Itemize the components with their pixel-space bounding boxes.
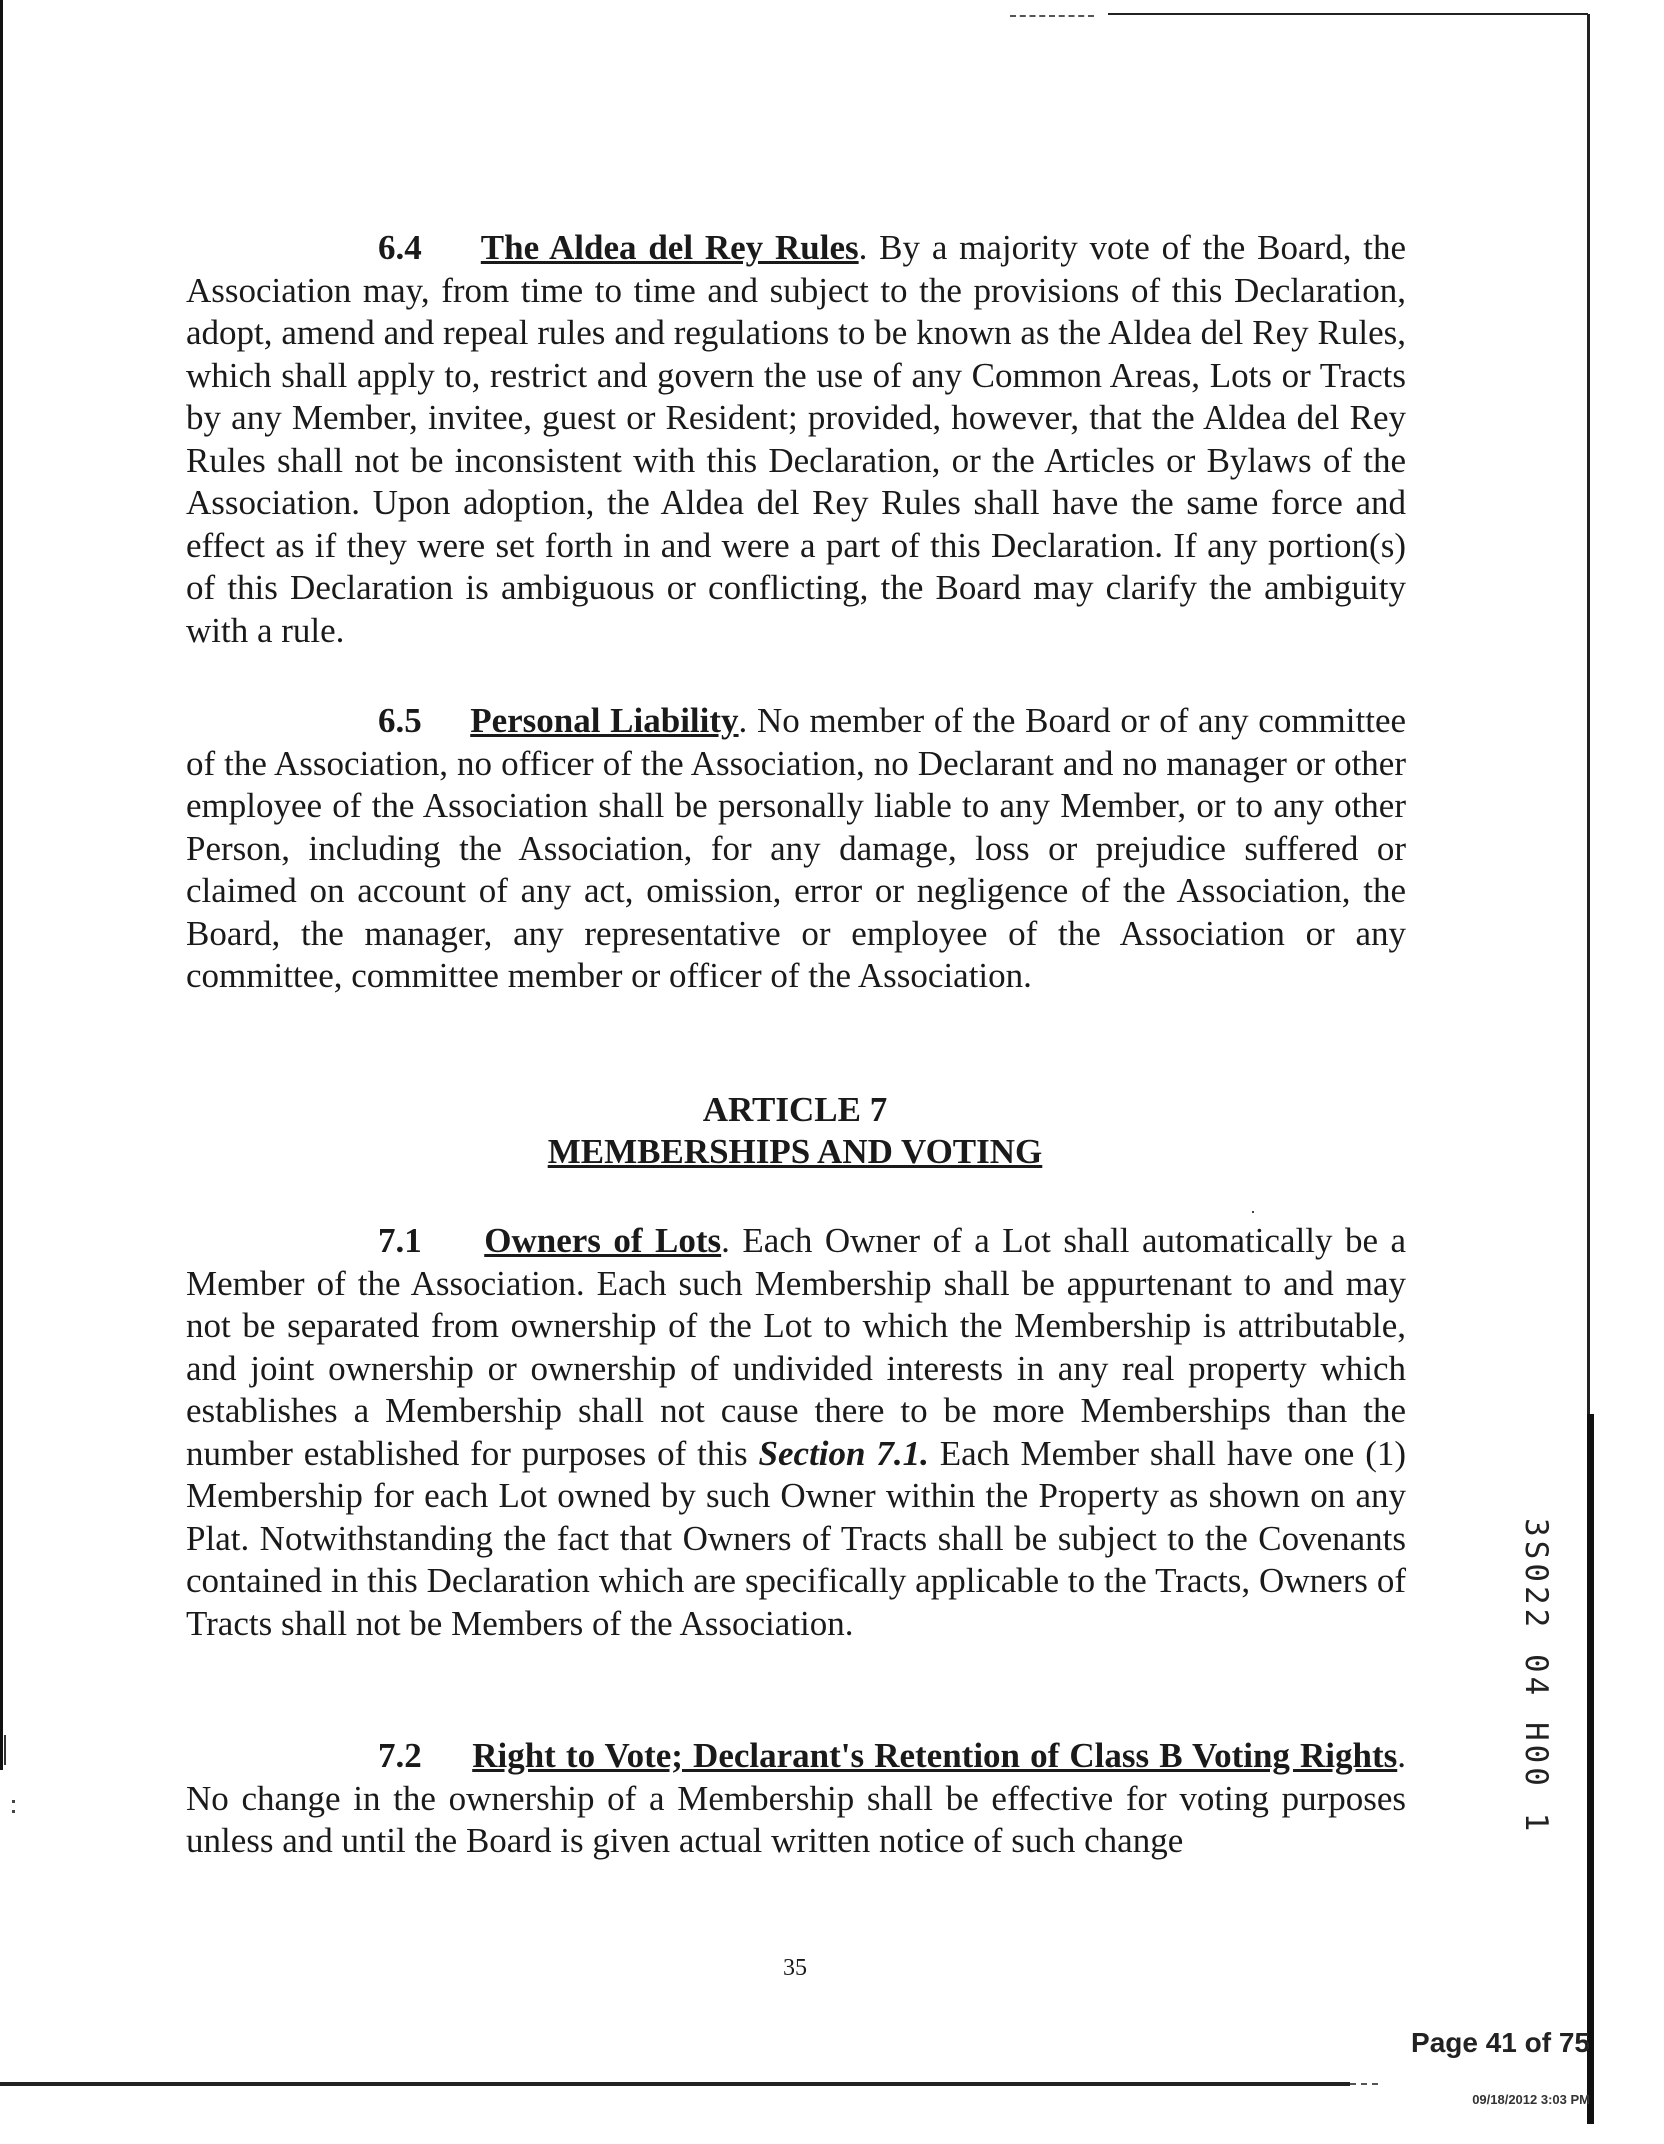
scan-speck [12,1800,15,1803]
scan-border-bottom [0,2082,1350,2086]
scan-border-tick [4,1735,6,1765]
section-title: The Aldea del Rey Rules [480,228,859,267]
scan-speck [1252,1211,1254,1213]
scan-border-top [1108,13,1588,15]
section-body: . No change in the ownership of a Membership shall be effective for voting purposes unless and until the Board is given actual written notice of such change [186,1736,1406,1860]
section-body-continued: Each Member shall have one (1) Membership for each Lot owned by such Owner within the Property as shown on any Plat. Notwithstanding the fact that Owners of Tracts shall be subject to the Covenants contained in this Declaration which are specifically applicable to the Tracts, Owners of Tracts shall not be Members of the Association. [186,1433,1407,1643]
recording-stamp-text: 3S022 04 H00 1 [1518,1518,1554,1836]
scan-border-top-dash [1010,15,1094,18]
section-title: Owners of Lots [484,1221,722,1260]
recording-stamp [1518,1518,1582,1836]
section-title: Right to Vote; Declarant's Retention of Class B Voting Rights [472,1736,1398,1775]
scan-border-right [1587,14,1590,1414]
page-number: 35 [783,1955,807,1981]
scan-speck [12,1810,15,1813]
section-7-2 [186,1735,1406,1863]
article-heading: ARTICLE 7 [702,1090,888,1129]
section-number: 7.1 [378,1221,422,1260]
footer-page-count: Page 41 of 75 [1411,2027,1590,2058]
section-6-4 [186,227,1406,652]
section-body: . By a majority vote of the Board, the Association may, from time to time and subject to the provisions of this Declaration, adopt, amend and repeal rules and regulations to be known as the Aldea del Rey Rules, which shall apply to, restrict and govern the use of any Common Areas, Lots or Tracts by any Member, invitee, guest or Resident; provided, however, that the Aldea del Rey Rules shall not be inconsistent with this Declaration, or the Articles or Bylaws of the Association. Upon adoption, the Aldea del Rey Rules shall have the same force and effect as if they were set forth in and were a part of this Declaration. If any portion(s) of this Declaration is ambiguous or conflicting, the Board may clarify the ambiguity with a rule. [186,228,1407,650]
scan-border-bottom-dash [1350,2083,1378,2086]
section-number: 7.2 [378,1736,422,1775]
section-title: Personal Liability [470,701,739,740]
section-6-5 [186,700,1406,998]
section-number: 6.4 [378,228,422,267]
scan-border-right-thick [1587,1414,1594,2124]
section-7-1 [186,1220,1406,1645]
footer-datetime: 09/18/2012 3:03 PM [1472,2092,1590,2107]
section-body: . Each Owner of a Lot shall automatically be a Member of the Association. Each such Membership shall be appurtenant to and may not be separated from ownership of the Lot to which the Membership is attributable, and joint ownership or ownership of undivided interests in any real property which establishes a Membership shall not cause there to be more Memberships than the number established for purposes of this [186,1221,1407,1473]
section-body: . No member of the Board or of any committee of the Association, no officer of the Association, no Declarant and no manager or other employee of the Association shall be personally liable to any Member, or to any other Person, including the Association, for any damage, loss or prejudice suffered or claimed on account of any act, omission, error or negligence of the Association, the Board, the manager, any representative or employee of the Association or any committee, committee member or officer of the Association. [186,701,1407,995]
article-title: MEMBERSHIPS AND VOTING [547,1132,1043,1171]
scan-border-left [0,0,3,1770]
section-reference: Section 7.1. [758,1433,929,1473]
section-number: 6.5 [378,701,422,740]
